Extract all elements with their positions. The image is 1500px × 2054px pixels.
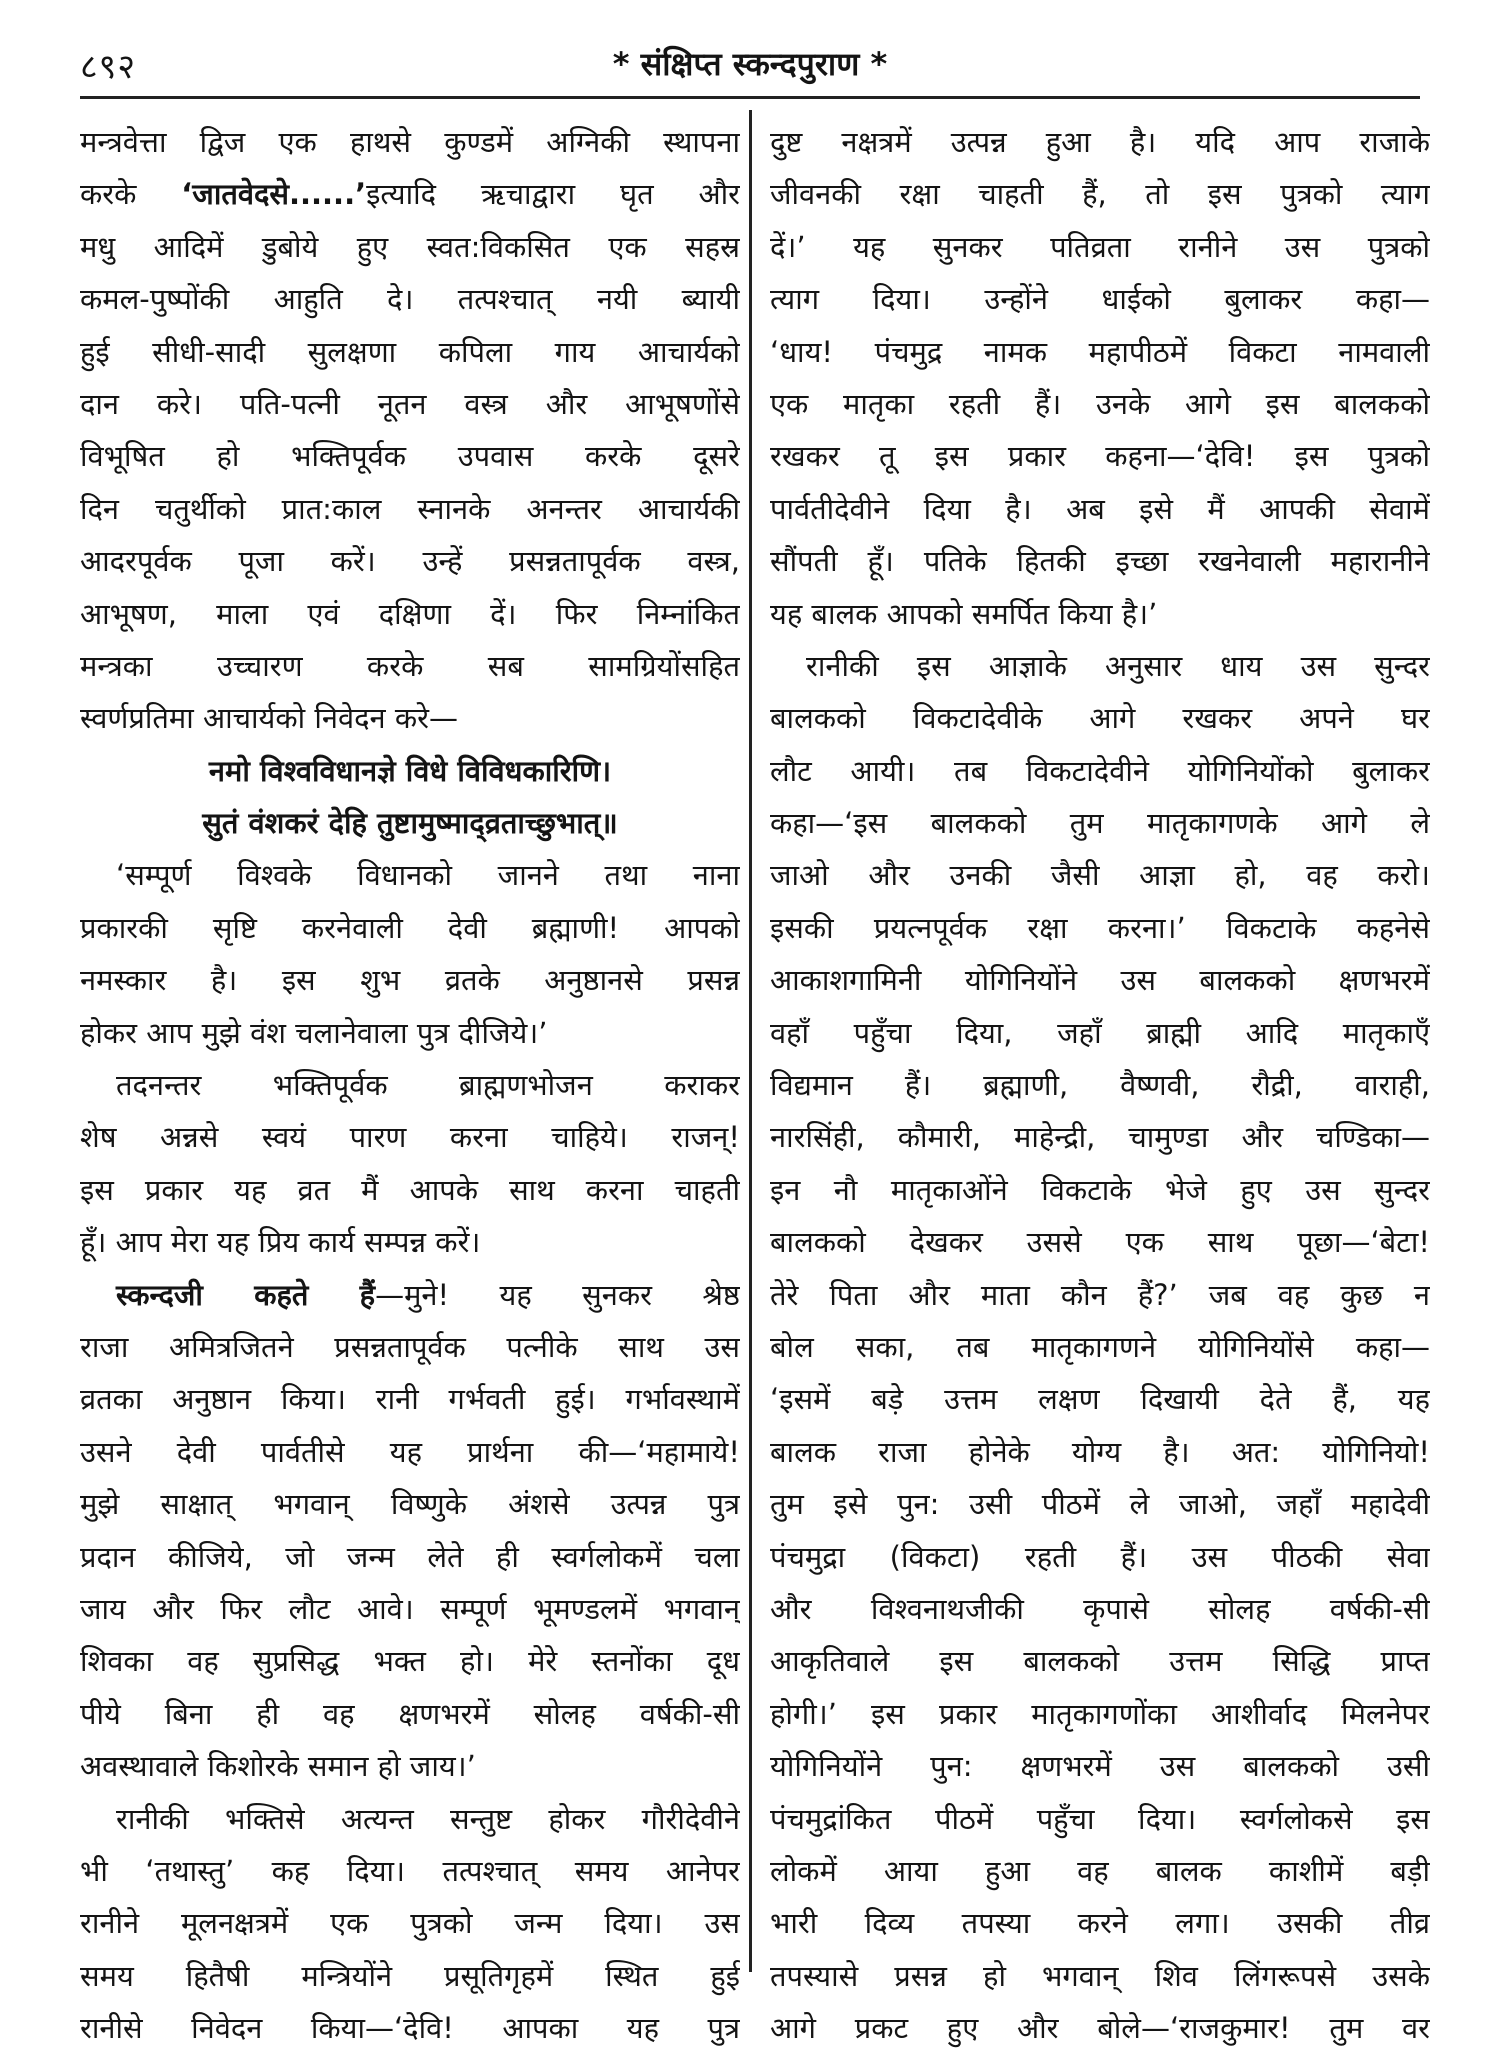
text-line: दुष्ट नक्षत्रमें उत्पन्न हुआ है। यदि आप राजाके <box>770 125 1430 159</box>
text-line: भी ‘तथास्तु’ कह दिया। तत्पश्चात् समय आनेपर <box>80 1853 740 1888</box>
text-line: आकृतिवाले इस बालकको उत्तम सिद्धि प्राप्त <box>770 1644 1430 1679</box>
page-number: ८९२ <box>80 47 137 87</box>
text-line: इस प्रकार यह व्रत मैं आपके साथ करना चाहती <box>80 1172 740 1207</box>
text-line: स्वर्णप्रतिमा आचार्यको निवेदन करे— <box>80 701 458 736</box>
text-line: जीवनकी रक्षा चाहती हैं, तो इस पुत्रको त्याग <box>770 177 1430 212</box>
text-line: इसकी प्रयत्नपूर्वक रक्षा करना।’ विकटाके कहनेसे <box>770 910 1430 945</box>
text-line: मधु आदिमें डुबोये हुए स्वत:विकसित एक सहस्र <box>80 229 740 264</box>
text-line: मुझे साक्षात् भगवान् विष्णुके अंशसे उत्पन्न पुत्र <box>80 1487 740 1522</box>
text-line: विद्यमान हैं। ब्रह्माणी, वैष्णवी, रौद्री, वाराही, <box>770 1068 1430 1103</box>
text-fragment: इत्यादि ऋचाद्वारा घृत और <box>366 177 740 212</box>
text-line: रानीसे निवेदन किया—‘देवि! आपका यह पुत्र <box>80 2011 740 2046</box>
text-line: कमल-पुष्पोंकी आहुति दे। तत्पश्चात् नयी ब्यायी <box>80 282 740 317</box>
text-line: बोल सका, तब मातृकागणने योगिनियोंसे कहा— <box>770 1329 1430 1364</box>
text-line: पंचमुद्रांकित पीठमें पहुँचा दिया। स्वर्गलोकसे इस <box>770 1801 1430 1836</box>
text-line: व्रतका अनुष्ठान किया। रानी गर्भवती हुई। गर्भावस्थामें <box>80 1382 740 1417</box>
text-line: प्रदान कीजिये, जो जन्म लेते ही स्वर्गलोकमें चला <box>80 1539 740 1574</box>
text-line: बालकको विकटादेवीके आगे रखकर अपने घर <box>770 701 1430 736</box>
text-line <box>80 1269 740 1321</box>
text-line: नारसिंही, कौमारी, माहेन्द्री, चामुण्डा और चण्डिका— <box>770 1120 1430 1155</box>
text-line: ‘धाय! पंचमुद्र नामक महापीठमें विकटा नामवाली <box>770 334 1430 369</box>
text-line: इन नौ मातृकाओंने विकटाके भेजे हुए उस सुन्दर <box>770 1172 1430 1207</box>
right-column <box>770 116 1430 2054</box>
text-line: यह बालक आपको समर्पित किया है।’ <box>770 596 1158 631</box>
text-line: राजा अमित्रजितने प्रसन्नतापूर्वक पत्नीके साथ उस <box>80 1329 740 1364</box>
text-line: बालक राजा होनेके योग्य है। अत: योगिनियो! <box>770 1434 1430 1469</box>
text-line: दें।’ यह सुनकर पतिव्रता रानीने उस पुत्रको <box>770 229 1430 264</box>
text-line: नमस्कार है। इस शुभ व्रतके अनुष्ठानसे प्रसन्न <box>80 963 740 998</box>
text-line: जाय और फिर लौट आवे। सम्पूर्ण भूमण्डलमें भगवान् <box>80 1591 740 1626</box>
text-line: वहाँ पहुँचा दिया, जहाँ ब्राह्मी आदि मातृकाएँ <box>770 1015 1430 1050</box>
text-line: ‘सम्पूर्ण विश्वके विधानको जानने तथा नाना <box>116 858 740 893</box>
text-line: तेरे पिता और माता कौन हैं?’ जब वह कुछ न <box>770 1277 1430 1312</box>
running-title: * संक्षिप्त स्कन्दपुराण * <box>612 45 888 83</box>
text-line: होकर आप मुझे वंश चलानेवाला पुत्र दीजिये।’ <box>80 1015 548 1050</box>
text-line: रानीकी इस आज्ञाके अनुसार धाय उस सुन्दर <box>806 648 1430 683</box>
mantra-reference: ‘जातवेदसे......’ <box>181 177 367 212</box>
text-line: लौट आयी। तब विकटादेवीने योगिनियोंको बुलाकर <box>770 753 1430 788</box>
text-line: शिवका वह सुप्रसिद्ध भक्त हो। मेरे स्तनोंका दूध <box>80 1644 740 1679</box>
text-line: पीये बिना ही वह क्षणभरमें सोलह वर्षकी-सी <box>80 1696 740 1731</box>
text-line: हुई सीधी-सादी सुलक्षणा कपिला गाय आचार्यको <box>80 334 740 369</box>
text-line: योगिनियोंने पुन: क्षणभरमें उस बालकको उसी <box>770 1749 1430 1784</box>
text-line: जाओ और उनकी जैसी आज्ञा हो, वह करो। <box>770 858 1430 893</box>
left-column <box>80 116 740 2054</box>
text-line: होगी।’ इस प्रकार मातृकागणोंका आशीर्वाद मिलनेपर <box>770 1696 1430 1731</box>
text-line: अवस्थावाले किशोरके समान हो जाय।’ <box>80 1749 476 1784</box>
text-line: मन्त्रवेत्ता द्विज एक हाथसे कुण्डमें अग्निकी स्थापना <box>80 125 740 159</box>
text-line: कहा—‘इस बालकको तुम मातृकागणके आगे ले <box>770 806 1430 841</box>
text-line: तदनन्तर भक्तिपूर्वक ब्राह्मणभोजन कराकर <box>116 1068 740 1103</box>
text-line: विभूषित हो भक्तिपूर्वक उपवास करके दूसरे <box>80 439 740 474</box>
text-line: रखकर तू इस प्रकार कहना—‘देवि! इस पुत्रको <box>770 439 1430 474</box>
text-line <box>80 168 740 220</box>
text-line: दिन चतुर्थीको प्रात:काल स्नानके अनन्तर आचार्यकी <box>80 491 740 526</box>
text-line: तपस्यासे प्रसन्न हो भगवान् शिव लिंगरूपसे उसके <box>770 1958 1430 1993</box>
text-line: तुम इसे पुन: उसी पीठमें ले जाओ, जहाँ महादेवी <box>770 1487 1430 1522</box>
text-line: एक मातृका रहती हैं। उनके आगे इस बालकको <box>770 386 1430 421</box>
text-line: हूँ। आप मेरा यह प्रिय कार्य सम्पन्न करें। <box>80 1225 481 1260</box>
header-rule <box>80 96 1420 99</box>
text-line: रानीकी भक्तिसे अत्यन्त सन्तुष्ट होकर गौरीदेवीने <box>116 1801 740 1836</box>
text-line: आभूषण, माला एवं दक्षिणा दें। फिर निम्नांकित <box>80 596 740 631</box>
text-line: पार्वतीदेवीने दिया है। अब इसे मैं आपकी सेवामें <box>770 491 1430 526</box>
text-line: लोकमें आया हुआ वह बालक काशीमें बड़ी <box>770 1853 1430 1888</box>
text-line: प्रकारकी सृष्टि करनेवाली देवी ब्रह्माणी! आपको <box>80 910 740 945</box>
text-line: रानीने मूलनक्षत्रमें एक पुत्रको जन्म दिया। उस <box>80 1906 740 1941</box>
text-line: दान करे। पति-पत्नी नूतन वस्त्र और आभूषणोंसे <box>80 386 740 421</box>
text-line: समय हितैषी मन्त्रियोंने प्रसूतिगृहमें स्थित हुई <box>80 1958 740 1993</box>
text-line: पंचमुद्रा (विकटा) रहती हैं। उस पीठकी सेवा <box>770 1539 1430 1574</box>
verse-line: नमो विश्वविधानज्ञे विधे विविधकारिणि। <box>208 753 612 788</box>
speaker-label: स्कन्दजी कहते हैं <box>116 1277 376 1312</box>
page-header <box>80 38 1420 94</box>
text-line: आकाशगामिनी योगिनियोंने उस बालकको क्षणभरमें <box>770 963 1430 998</box>
text-line: आगे प्रकट हुए और बोले—‘राजकुमार! तुम वर <box>770 2011 1430 2046</box>
text-fragment: करके <box>80 177 137 212</box>
text-line: ‘इसमें बड़े उत्तम लक्षण दिखायी देते हैं, यह <box>770 1382 1430 1417</box>
verse-line: सुतं वंशकरं देहि तुष्टामुष्माद्व्रताच्छुभात्॥ <box>202 806 618 841</box>
text-line: त्याग दिया। उन्होंने धाईको बुलाकर कहा— <box>770 282 1430 317</box>
text-line: उसने देवी पार्वतीसे यह प्रार्थना की—‘महामाये! <box>80 1434 740 1469</box>
text-line: मन्त्रका उच्चारण करके सब सामग्रियोंसहित <box>80 648 740 683</box>
text-line: शेष अन्नसे स्वयं पारण करना चाहिये। राजन्! <box>80 1120 740 1155</box>
text-line: और विश्वनाथजीकी कृपासे सोलह वर्षकी-सी <box>770 1591 1430 1626</box>
text-line: सौंपती हूँ। पतिके हितकी इच्छा रखनेवाली महारानीने <box>770 544 1430 579</box>
text-line: बालकको देखकर उससे एक साथ पूछा—‘बेटा! <box>770 1225 1430 1260</box>
text-line: आदरपूर्वक पूजा करें। उन्हें प्रसन्नतापूर्वक वस्त्र, <box>80 544 740 579</box>
text-fragment: —मुने! यह सुनकर श्रेष्ठ <box>375 1277 740 1312</box>
text-line: भारी दिव्य तपस्या करने लगा। उसकी तीव्र <box>770 1906 1430 1941</box>
column-divider <box>749 110 752 1972</box>
